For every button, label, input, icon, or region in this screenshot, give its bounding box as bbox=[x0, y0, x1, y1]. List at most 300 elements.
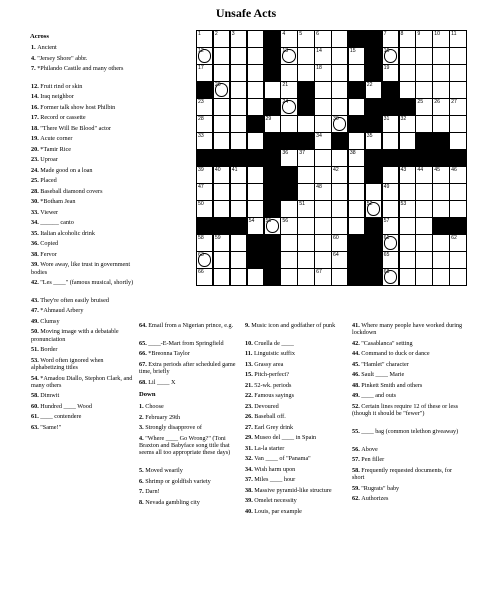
grid-cell[interactable] bbox=[382, 200, 399, 218]
clue-item[interactable] bbox=[31, 261, 135, 276]
grid-cell[interactable] bbox=[247, 268, 264, 286]
clue-text: Van ____ of "Panama" bbox=[254, 455, 311, 463]
grid-cell bbox=[415, 132, 432, 150]
grid-cell[interactable] bbox=[449, 47, 466, 65]
clue-number: 32. bbox=[245, 455, 255, 463]
grid-cell[interactable] bbox=[449, 81, 466, 99]
grid-cell bbox=[365, 268, 382, 286]
grid-cell[interactable] bbox=[449, 183, 466, 201]
grid-cell[interactable] bbox=[213, 251, 230, 269]
grid-cell[interactable] bbox=[314, 217, 331, 235]
grid-cell[interactable] bbox=[399, 251, 416, 269]
grid-cell[interactable] bbox=[230, 81, 247, 99]
clue-item[interactable] bbox=[31, 104, 135, 111]
grid-cell[interactable] bbox=[399, 64, 416, 82]
grid-cell[interactable] bbox=[314, 64, 331, 82]
grid-cell[interactable] bbox=[399, 234, 416, 252]
clue-item[interactable] bbox=[352, 382, 464, 389]
clue-item[interactable] bbox=[31, 55, 135, 62]
clue-item[interactable] bbox=[245, 392, 349, 399]
grid-cell[interactable] bbox=[348, 217, 365, 235]
grid-cell[interactable] bbox=[331, 98, 348, 116]
grid-cell[interactable] bbox=[331, 268, 348, 286]
grid-cell[interactable] bbox=[331, 115, 348, 133]
grid-cell[interactable] bbox=[314, 47, 331, 65]
grid-cell[interactable] bbox=[449, 132, 466, 150]
grid-cell[interactable] bbox=[331, 149, 348, 167]
grid-cell[interactable] bbox=[314, 149, 331, 167]
clue-item[interactable] bbox=[352, 485, 464, 492]
grid-cell[interactable] bbox=[365, 200, 382, 218]
clue-item[interactable] bbox=[245, 487, 349, 494]
clue-item[interactable] bbox=[245, 371, 349, 378]
grid-cell[interactable] bbox=[331, 30, 348, 48]
cell-number: 25 bbox=[417, 99, 424, 105]
grid-cell[interactable] bbox=[415, 47, 432, 65]
clue-item[interactable] bbox=[139, 424, 239, 431]
clue-number: 10. bbox=[245, 339, 255, 347]
grid-cell[interactable] bbox=[314, 200, 331, 218]
grid-cell[interactable] bbox=[280, 98, 297, 116]
grid-cell[interactable] bbox=[348, 98, 365, 116]
grid-cell[interactable] bbox=[213, 81, 230, 99]
clue-item[interactable] bbox=[139, 467, 239, 474]
grid-cell[interactable] bbox=[230, 183, 247, 201]
grid-cell[interactable] bbox=[382, 30, 399, 48]
grid-cell[interactable] bbox=[432, 115, 449, 133]
grid-cell[interactable] bbox=[314, 132, 331, 150]
clue-item[interactable] bbox=[31, 375, 135, 390]
cell-number: 60 bbox=[333, 235, 339, 241]
grid-cell[interactable] bbox=[196, 98, 213, 116]
clue-item[interactable] bbox=[139, 435, 239, 457]
clue-text: Louis, par example bbox=[254, 507, 302, 515]
grid-cell[interactable] bbox=[280, 47, 297, 65]
grid-cell[interactable] bbox=[196, 115, 213, 133]
grid-cell[interactable] bbox=[213, 115, 230, 133]
grid-cell[interactable] bbox=[230, 200, 247, 218]
clue-item[interactable] bbox=[31, 114, 135, 121]
grid-cell[interactable] bbox=[399, 30, 416, 48]
grid-cell[interactable] bbox=[280, 251, 297, 269]
grid-cell[interactable] bbox=[382, 166, 399, 184]
grid-cell[interactable] bbox=[449, 268, 466, 286]
grid-cell[interactable] bbox=[432, 200, 449, 218]
clue-item[interactable] bbox=[31, 424, 135, 431]
grid-cell[interactable] bbox=[365, 183, 382, 201]
grid-cell[interactable] bbox=[348, 149, 365, 167]
grid-cell[interactable] bbox=[382, 183, 399, 201]
cell-number: 6 bbox=[316, 31, 320, 37]
grid-cell[interactable] bbox=[196, 30, 213, 48]
grid-cell[interactable] bbox=[415, 81, 432, 99]
grid-cell[interactable] bbox=[213, 98, 230, 116]
clue-number: 3. bbox=[139, 424, 146, 432]
clue-item[interactable] bbox=[352, 446, 464, 453]
grid-cell[interactable] bbox=[297, 234, 314, 252]
clue-item[interactable] bbox=[352, 467, 464, 482]
clue-item[interactable] bbox=[139, 322, 239, 329]
grid-cell[interactable] bbox=[432, 81, 449, 99]
grid-cell[interactable] bbox=[280, 81, 297, 99]
grid-cell[interactable] bbox=[297, 166, 314, 184]
grid-cell[interactable] bbox=[247, 217, 264, 235]
clue-item[interactable] bbox=[139, 403, 239, 410]
clue-item[interactable] bbox=[245, 424, 349, 431]
clue-item[interactable] bbox=[31, 93, 135, 100]
clue-item[interactable] bbox=[31, 328, 135, 343]
grid-cell[interactable] bbox=[449, 64, 466, 82]
grid-cell[interactable] bbox=[196, 47, 213, 65]
grid-cell[interactable] bbox=[382, 115, 399, 133]
clue-item[interactable] bbox=[245, 497, 349, 504]
grid-cell[interactable] bbox=[247, 166, 264, 184]
clue-item[interactable] bbox=[31, 146, 135, 153]
crossword-grid[interactable] bbox=[196, 30, 466, 285]
clue-item[interactable] bbox=[352, 392, 464, 399]
grid-cell[interactable] bbox=[230, 64, 247, 82]
clue-item[interactable] bbox=[31, 279, 135, 286]
grid-cell[interactable] bbox=[196, 166, 213, 184]
clue-item[interactable] bbox=[31, 156, 135, 163]
cell-number: 24 bbox=[282, 99, 289, 105]
grid-cell[interactable] bbox=[415, 98, 432, 116]
grid-cell[interactable] bbox=[365, 132, 382, 150]
grid-cell[interactable] bbox=[247, 183, 264, 201]
grid-cell[interactable] bbox=[213, 47, 230, 65]
grid-cell[interactable] bbox=[196, 251, 213, 269]
grid-cell[interactable] bbox=[399, 200, 416, 218]
clue-item[interactable] bbox=[31, 198, 135, 205]
grid-cell[interactable] bbox=[348, 47, 365, 65]
clue-item[interactable] bbox=[139, 414, 239, 421]
grid-cell bbox=[348, 234, 365, 252]
clue-item[interactable] bbox=[31, 44, 135, 51]
grid-cell[interactable] bbox=[331, 251, 348, 269]
clue-item[interactable] bbox=[31, 251, 135, 258]
clue-text: ____ and outs bbox=[361, 392, 396, 400]
grid-cell[interactable] bbox=[432, 64, 449, 82]
grid-cell[interactable] bbox=[297, 115, 314, 133]
grid-cell[interactable] bbox=[314, 81, 331, 99]
cell-number: 1 bbox=[198, 31, 201, 37]
grid-cell bbox=[449, 217, 466, 235]
grid-cell[interactable] bbox=[331, 47, 348, 65]
grid-cell[interactable] bbox=[213, 268, 230, 286]
grid-cell[interactable] bbox=[247, 81, 264, 99]
grid-cell[interactable] bbox=[230, 98, 247, 116]
grid-cell[interactable] bbox=[399, 217, 416, 235]
grid-cell[interactable] bbox=[280, 115, 297, 133]
clue-item[interactable] bbox=[245, 361, 349, 368]
clue-item[interactable] bbox=[31, 230, 135, 237]
clue-item[interactable] bbox=[139, 350, 239, 357]
grid-cell[interactable] bbox=[213, 200, 230, 218]
grid-cell[interactable] bbox=[331, 166, 348, 184]
grid-cell[interactable] bbox=[314, 183, 331, 201]
cell-number: 19 bbox=[383, 65, 390, 71]
clue-item[interactable] bbox=[245, 445, 349, 452]
grid-cell[interactable] bbox=[348, 64, 365, 82]
grid-cell[interactable] bbox=[449, 115, 466, 133]
clue-item[interactable] bbox=[31, 307, 135, 314]
grid-cell[interactable] bbox=[230, 166, 247, 184]
clue-number: 7. bbox=[31, 65, 38, 72]
grid-cell[interactable] bbox=[449, 200, 466, 218]
cell-number: 51 bbox=[299, 201, 306, 207]
grid-cell[interactable] bbox=[399, 166, 416, 184]
clue-item[interactable] bbox=[31, 240, 135, 247]
clue-text: Where many people have worked during lockdown bbox=[352, 322, 463, 337]
grid-cell[interactable] bbox=[264, 81, 281, 99]
grid-cell[interactable] bbox=[247, 64, 264, 82]
grid-cell[interactable] bbox=[449, 98, 466, 116]
grid-cell[interactable] bbox=[213, 166, 230, 184]
grid-cell[interactable] bbox=[399, 268, 416, 286]
clue-item[interactable] bbox=[31, 125, 135, 132]
grid-cell[interactable] bbox=[399, 132, 416, 150]
grid-cell[interactable] bbox=[399, 183, 416, 201]
clue-item[interactable] bbox=[139, 499, 239, 506]
grid-cell[interactable] bbox=[415, 115, 432, 133]
grid-cell[interactable] bbox=[348, 132, 365, 150]
clue-item[interactable] bbox=[352, 361, 464, 368]
grid-cell[interactable] bbox=[415, 200, 432, 218]
grid-cell[interactable] bbox=[230, 268, 247, 286]
grid-cell[interactable] bbox=[449, 30, 466, 48]
grid-cell[interactable] bbox=[297, 30, 314, 48]
grid-cell[interactable] bbox=[331, 64, 348, 82]
cell-number: 46 bbox=[451, 167, 457, 173]
grid-cell[interactable] bbox=[382, 64, 399, 82]
grid-cell[interactable] bbox=[415, 183, 432, 201]
clue-number: 42. bbox=[352, 339, 362, 347]
clue-item[interactable] bbox=[139, 361, 239, 376]
grid-cell[interactable] bbox=[348, 166, 365, 184]
grid-cell[interactable] bbox=[382, 132, 399, 150]
clue-number: 12. bbox=[31, 82, 41, 90]
grid-cell[interactable] bbox=[247, 98, 264, 116]
grid-cell[interactable] bbox=[196, 132, 213, 150]
grid-cell[interactable] bbox=[415, 64, 432, 82]
clue-item[interactable] bbox=[245, 455, 349, 462]
grid-cell[interactable] bbox=[314, 268, 331, 286]
grid-cell[interactable] bbox=[213, 183, 230, 201]
clue-item[interactable] bbox=[352, 403, 464, 418]
grid-cell[interactable] bbox=[314, 98, 331, 116]
grid-cell[interactable] bbox=[432, 268, 449, 286]
grid-cell[interactable] bbox=[230, 47, 247, 65]
grid-cell[interactable] bbox=[415, 268, 432, 286]
grid-cell[interactable] bbox=[432, 98, 449, 116]
clue-item[interactable] bbox=[31, 167, 135, 174]
grid-cell[interactable] bbox=[314, 166, 331, 184]
grid-cell[interactable] bbox=[331, 234, 348, 252]
grid-cell[interactable] bbox=[314, 30, 331, 48]
grid-cell[interactable] bbox=[382, 47, 399, 65]
cell-number: 32 bbox=[400, 116, 407, 122]
cell-number: 49 bbox=[383, 184, 390, 190]
clue-text: *Amadou Diallo, Stephon Clark, and many others bbox=[31, 374, 133, 389]
grid-cell[interactable] bbox=[348, 183, 365, 201]
grid-cell[interactable] bbox=[230, 251, 247, 269]
grid-cell[interactable] bbox=[449, 234, 466, 252]
grid-cell[interactable] bbox=[399, 47, 416, 65]
clue-item[interactable] bbox=[352, 371, 464, 378]
grid-cell[interactable] bbox=[399, 81, 416, 99]
grid-cell[interactable] bbox=[247, 30, 264, 48]
grid-cell[interactable] bbox=[331, 200, 348, 218]
grid-cell[interactable] bbox=[331, 183, 348, 201]
grid-cell[interactable] bbox=[247, 47, 264, 65]
clue-item[interactable] bbox=[31, 403, 135, 410]
grid-cell[interactable] bbox=[449, 166, 466, 184]
grid-cell[interactable] bbox=[449, 251, 466, 269]
grid-cell[interactable] bbox=[230, 30, 247, 48]
grid-cell[interactable] bbox=[280, 200, 297, 218]
grid-cell[interactable] bbox=[297, 64, 314, 82]
grid-cell bbox=[365, 98, 382, 116]
grid-cell[interactable] bbox=[314, 234, 331, 252]
grid-cell[interactable] bbox=[230, 132, 247, 150]
grid-cell[interactable] bbox=[432, 30, 449, 48]
grid-cell[interactable] bbox=[247, 200, 264, 218]
clue-item[interactable] bbox=[245, 476, 349, 483]
grid-cell[interactable] bbox=[331, 217, 348, 235]
grid-cell[interactable] bbox=[297, 47, 314, 65]
grid-cell[interactable] bbox=[213, 64, 230, 82]
cell-number: 17 bbox=[198, 65, 204, 71]
clue-item[interactable] bbox=[31, 357, 135, 372]
clue-item[interactable] bbox=[352, 495, 464, 502]
grid-cell[interactable] bbox=[348, 200, 365, 218]
grid-cell[interactable] bbox=[415, 251, 432, 269]
clue-item[interactable] bbox=[245, 413, 349, 420]
grid-cell[interactable] bbox=[432, 234, 449, 252]
grid-cell[interactable] bbox=[297, 217, 314, 235]
clue-item[interactable] bbox=[245, 340, 349, 347]
grid-cell[interactable] bbox=[382, 251, 399, 269]
grid-cell[interactable] bbox=[196, 234, 213, 252]
grid-cell[interactable] bbox=[280, 149, 297, 167]
across-heading: Across bbox=[30, 33, 49, 40]
clue-item[interactable] bbox=[31, 209, 135, 216]
clue-item[interactable] bbox=[31, 392, 135, 399]
grid-cell[interactable] bbox=[415, 166, 432, 184]
grid-cell[interactable] bbox=[432, 251, 449, 269]
clue-item[interactable] bbox=[352, 322, 464, 337]
grid-cell[interactable] bbox=[432, 47, 449, 65]
cell-number: 68 bbox=[383, 269, 390, 275]
cell-number: 11 bbox=[451, 31, 457, 37]
clue-item[interactable] bbox=[31, 65, 135, 72]
grid-cell[interactable] bbox=[314, 251, 331, 269]
clue-number: 39. bbox=[31, 261, 41, 269]
grid-cell[interactable] bbox=[297, 268, 314, 286]
clue-number: 55. bbox=[352, 427, 362, 435]
clue-item[interactable] bbox=[245, 350, 349, 357]
clue-number: 66. bbox=[139, 350, 149, 358]
clue-item[interactable] bbox=[31, 413, 135, 420]
clue-text: "Same!" bbox=[40, 423, 62, 431]
grid-cell[interactable] bbox=[399, 115, 416, 133]
grid-cell[interactable] bbox=[264, 217, 281, 235]
grid-cell[interactable] bbox=[280, 30, 297, 48]
clue-item[interactable] bbox=[352, 428, 464, 435]
grid-cell[interactable] bbox=[331, 81, 348, 99]
clue-number: 67. bbox=[139, 360, 149, 368]
clue-item[interactable] bbox=[139, 340, 239, 347]
clue-item[interactable] bbox=[139, 488, 239, 495]
cell-number: 59 bbox=[214, 235, 221, 241]
grid-cell[interactable] bbox=[196, 64, 213, 82]
grid-cell[interactable] bbox=[280, 268, 297, 286]
grid-cell[interactable] bbox=[297, 200, 314, 218]
clue-text: Famous sayings bbox=[254, 392, 294, 400]
clue-item[interactable] bbox=[31, 219, 135, 226]
grid-cell bbox=[348, 251, 365, 269]
grid-cell[interactable] bbox=[297, 149, 314, 167]
grid-cell[interactable] bbox=[432, 166, 449, 184]
grid-cell[interactable] bbox=[196, 200, 213, 218]
grid-cell[interactable] bbox=[264, 115, 281, 133]
grid-cell[interactable] bbox=[230, 234, 247, 252]
clue-text: Acute corner bbox=[40, 135, 73, 143]
grid-cell[interactable] bbox=[297, 251, 314, 269]
clue-item[interactable] bbox=[245, 508, 349, 515]
grid-cell[interactable] bbox=[196, 268, 213, 286]
clue-item[interactable] bbox=[31, 177, 135, 184]
clue-item[interactable] bbox=[139, 478, 239, 485]
grid-cell[interactable] bbox=[213, 132, 230, 150]
clue-item[interactable] bbox=[139, 379, 239, 386]
clue-item[interactable] bbox=[31, 297, 135, 304]
clue-item[interactable] bbox=[245, 403, 349, 410]
clue-item[interactable] bbox=[31, 346, 135, 353]
clue-item[interactable] bbox=[31, 318, 135, 325]
clue-item[interactable] bbox=[31, 83, 135, 90]
clue-item[interactable] bbox=[245, 466, 349, 473]
clue-item[interactable] bbox=[31, 188, 135, 195]
grid-cell[interactable] bbox=[314, 115, 331, 133]
grid-cell[interactable] bbox=[196, 183, 213, 201]
clue-text: Fervor bbox=[40, 250, 57, 258]
grid-cell[interactable] bbox=[230, 115, 247, 133]
clue-item[interactable] bbox=[31, 135, 135, 142]
clue-item[interactable] bbox=[245, 322, 349, 329]
grid-cell[interactable] bbox=[415, 30, 432, 48]
grid-cell[interactable] bbox=[365, 81, 382, 99]
clue-item[interactable] bbox=[352, 350, 464, 357]
grid-cell[interactable] bbox=[247, 132, 264, 150]
grid-cell[interactable] bbox=[415, 217, 432, 235]
clue-item[interactable] bbox=[245, 382, 349, 389]
clue-item[interactable] bbox=[352, 340, 464, 347]
grid-cell[interactable] bbox=[297, 183, 314, 201]
grid-cell[interactable] bbox=[415, 234, 432, 252]
grid-cell[interactable] bbox=[382, 234, 399, 252]
grid-cell[interactable] bbox=[382, 217, 399, 235]
grid-cell[interactable] bbox=[213, 30, 230, 48]
grid-cell[interactable] bbox=[432, 183, 449, 201]
grid-cell[interactable] bbox=[280, 217, 297, 235]
grid-cell[interactable] bbox=[382, 268, 399, 286]
grid-cell[interactable] bbox=[213, 234, 230, 252]
grid-cell[interactable] bbox=[280, 64, 297, 82]
clue-item[interactable] bbox=[352, 456, 464, 463]
grid-cell[interactable] bbox=[280, 234, 297, 252]
clue-item[interactable] bbox=[245, 434, 349, 441]
